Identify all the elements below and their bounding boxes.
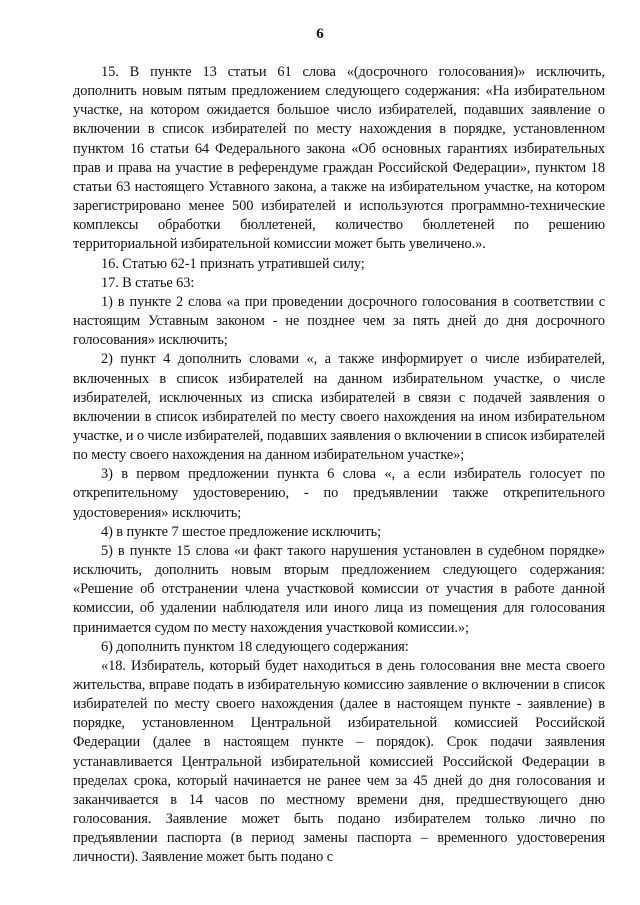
paragraph-subitem-6: 6) дополнить пунктом 18 следующего содержания: xyxy=(101,638,409,655)
paragraph-item-15: 15. В пункте 13 статьи 61 слова «(досрочного голосования)» исключить, дополнить новым пятым предложением следующего содержания: «На избирательном участке, на котором ожидается большое число избирателей, подавших заявление о включении в список избирателей по месту нахождения в порядке, установленном пунктом 16 статьи 64 Федерального закона «Об основных гарантиях избирательных прав и права на участие в референдуме граждан Российской Федерации», пунктом 18 статьи 63 настоящего Уставного закона, а также на избирательном участке, на котором зарегистрировано менее 500 избирателей и используются программно-технические комплексы обработки бюллетеней, количество бюллетеней по решению территориальной избирательной комиссии может быть увеличено.». xyxy=(73,64,605,253)
paragraph-subitem-2: 2) пункт 4 дополнить словами «, а также информирует о числе избирателей, включенных в список избирателей на данном избирательном участке, о числе избирателей, исключенных из списка избирателей в связи с подачей заявления о включении в список избирателей по месту своего нахождения на ином избирательном участке, и о числе избирателей, подавших заявления о включении в список избирателей по месту своего нахождения на данном избирательном участке»; xyxy=(73,351,606,464)
page-number: 6 xyxy=(316,26,324,42)
paragraph-subitem-4: 4) в пункте 7 шестое предложение исключить; xyxy=(101,523,382,540)
paragraph-clause-18: «18. Избиратель, который будет находиться в день голосования вне места своего жительства, вправе подать в избирательную комиссию заявление о включении в список избирателей по месту своего нахождения (далее в настоящем пункте - заявление) в порядке, установленном Центральной избирательной комиссией Российской Федерации (далее в настоящем пункте – порядок). Срок подачи заявления устанавливается Центральной избирательной комиссией Российской Федерации в пределах срока, который начинается не ранее чем за 45 дней до дня голосования и заканчивается в 14 часов по местному времени дня, предшествующего дню голосования. Заявление может быть подано избирателем только лично по предъявлении паспорта (в период замены паспорта – временного удостоверения личности). Заявление может быть подано с xyxy=(73,657,605,866)
paragraph-subitem-1: 1) в пункте 2 слова «а при проведении досрочного голосования в соответствии с настоящим Уставным законом - не позднее чем за пять дней до дня досрочного голосования» исключить; xyxy=(73,293,605,349)
paragraph-item-16: 16. Статью 62-1 признать утратившей силу; xyxy=(101,255,365,272)
paragraph-subitem-5: 5) в пункте 15 слова «и факт такого нарушения установлен в судебном порядке» исключить, дополнить новым вторым предложением следующего содержания: «Решение об отстранении члена участковой комиссии от участия в работе данной комиссии, об удалении наблюдателя или иного лица из помещения для голосования принимается судом по месту нахождения участковой комиссии.»; xyxy=(73,542,605,636)
document-body xyxy=(73,63,605,868)
paragraph-subitem-3: 3) в первом предложении пункта 6 слова «, а если избиратель голосует по открепительному удостоверению, - по предъявлении также открепительного удостоверения» исключить; xyxy=(73,466,605,521)
paragraph-item-17: 17. В статье 63: xyxy=(101,274,195,291)
